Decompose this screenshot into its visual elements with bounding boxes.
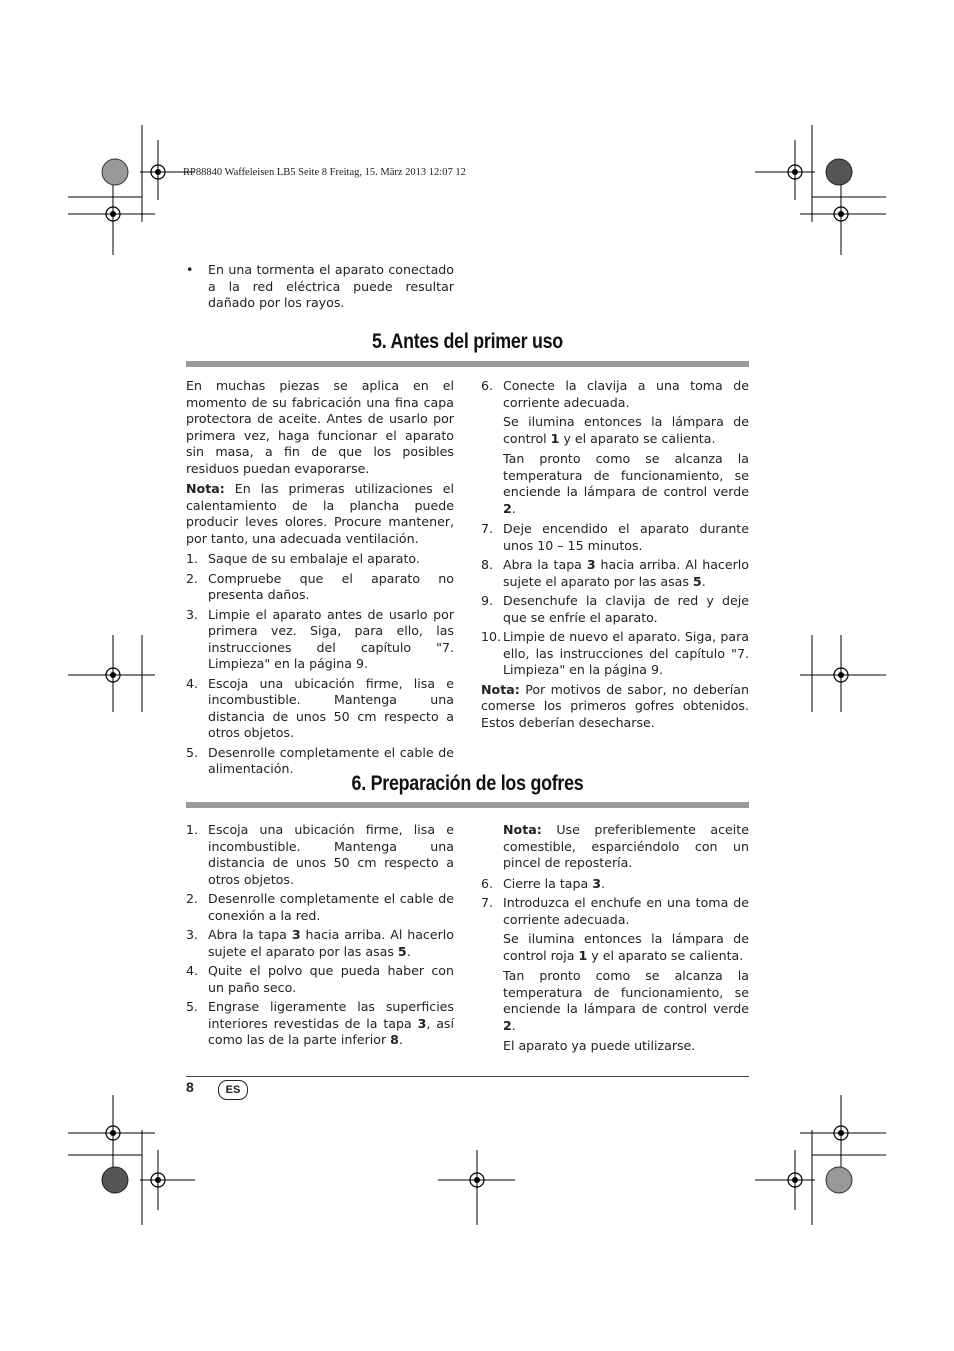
list-item: [186, 676, 454, 742]
list-item: [481, 876, 749, 893]
note-text: Por motivos de sabor, no deberían comerse los primeros gofres obtenidos. Estos deberían desecharse.: [481, 681, 749, 730]
step-text: , así como las de la parte inferior: [208, 1015, 454, 1047]
part-ref: 3: [586, 557, 596, 572]
bullet-marker: •: [186, 262, 194, 277]
step-text: Desenrolle completamente el cable de alimentación.: [208, 744, 454, 776]
list-item: [481, 593, 749, 626]
part-ref: 2: [503, 500, 512, 516]
step-detail: El aparato ya puede utilizarse.: [503, 1038, 696, 1053]
print-header: RP88840 Waffeleisen LB5 Seite 8 Freitag, 15. März 2013 12:07 12: [183, 167, 466, 178]
part-ref: 1: [550, 430, 560, 446]
step-text: .: [601, 875, 606, 891]
step-detail: [481, 968, 749, 1034]
detail-text: y el aparato se calienta.: [587, 947, 744, 963]
step-text: Compruebe que el aparato no presenta daños.: [208, 570, 454, 602]
note-label: Nota:: [186, 481, 225, 496]
step-number: 10.: [481, 629, 502, 644]
list-item: [186, 551, 454, 568]
intro-paragraph: En muchas piezas se aplica en el momento de su fabricación una fina capa protectora de aceite. Antes de usarlo por primera vez, haga funcionar el aparato sin masa, a fin de que los posibles residuos puedan evaporarse.: [186, 378, 454, 476]
step-number: 4.: [186, 675, 199, 691]
step-text: Cierre la tapa: [503, 875, 593, 891]
detail-text: .: [511, 500, 516, 516]
part-ref: 2: [503, 1017, 512, 1033]
intro-bullet: [186, 262, 454, 315]
detail-text: y el aparato se calienta.: [559, 430, 716, 446]
step-text: Desenrolle completamente el cable de conexión a la red.: [208, 891, 454, 923]
step-text: hacia arriba. Al hacerlo sujete el aparato por las asas: [503, 557, 749, 589]
detail-text: Tan pronto como se alcanza la temperatura de funcionamiento, se enciende la lámpara de control verde: [503, 968, 749, 1016]
note-text: Use preferiblemente aceite comestible, esparciéndolo con un pincel de repostería.: [503, 822, 749, 870]
note-label: Nota:: [503, 822, 542, 837]
step-number: 6.: [481, 875, 494, 891]
section-6-left-column: [186, 822, 454, 1052]
step-number: 1.: [186, 551, 199, 566]
section-5-rule: [186, 361, 749, 367]
section-6-right-column: [481, 822, 749, 1059]
detail-text: Tan pronto como se alcanza la temperatura de funcionamiento, se enciende la lámpara de control verde: [503, 451, 749, 499]
section-5-title: 5. Antes del primer uso: [372, 330, 563, 353]
step-text: Deje encendido el aparato durante unos 10 – 15 minutos.: [503, 521, 749, 553]
step-text: hacia arriba. Al hacerlo sujete el aparato por las asas: [208, 927, 454, 959]
part-ref: 8: [390, 1032, 399, 1047]
bullet-item: [186, 262, 454, 312]
step-text: Introduzca el enchufe en una toma de corriente adecuada.: [503, 895, 749, 927]
list-item: [481, 378, 749, 411]
section-5-left-column: [186, 378, 454, 781]
step-text: Escoja una ubicación firme, lisa e incombustible. Mantenga una distancia de unos 50 cm respecto a otros objetos.: [208, 822, 454, 887]
detail-text: Se ilumina entonces la lámpara de control: [503, 414, 749, 446]
list-item: [481, 629, 749, 679]
step-text: Abra la tapa: [208, 927, 292, 942]
note-label: Nota:: [481, 681, 520, 697]
step-number: 7.: [481, 521, 494, 536]
part-ref: 5: [692, 573, 702, 589]
step-text: Limpie el aparato antes de usarlo por primera vez. Siga, para ello, las instrucciones del capítulo "7. Limpieza" en la página 9.: [208, 606, 454, 671]
step-text: Abra la tapa: [503, 557, 587, 572]
note-paragraph: [481, 822, 749, 872]
part-ref: 3: [592, 875, 602, 891]
step-number: 1.: [186, 822, 199, 837]
step-number: 9.: [481, 593, 494, 608]
step-detail: [481, 414, 749, 447]
footer-rule: [186, 1076, 749, 1077]
section-6-rule: [186, 802, 749, 808]
list-item: [481, 895, 749, 928]
list-item: [186, 999, 454, 1049]
section-6-title: 6. Preparación de los gofres: [351, 772, 584, 795]
note-paragraph: [481, 682, 749, 732]
step-number: 4.: [186, 963, 199, 978]
step-number: 2.: [186, 570, 199, 586]
list-item: [186, 607, 454, 673]
list-item: [481, 521, 749, 554]
step-number: 5.: [186, 999, 199, 1014]
step-detail: [481, 451, 749, 517]
step-text: Quite el polvo que pueda haber con un paño seco.: [208, 963, 454, 995]
step-number: 3.: [186, 927, 199, 942]
step-text: Conecte la clavija a una toma de corriente adecuada.: [503, 378, 749, 410]
step-number: 8.: [481, 557, 494, 572]
list-item: [186, 822, 454, 888]
step-text: .: [398, 1032, 403, 1047]
list-item: [186, 891, 454, 924]
step-number: 2.: [186, 891, 199, 906]
list-item: [186, 571, 454, 604]
detail-text: Se ilumina entonces la lámpara de control roja: [503, 931, 749, 963]
step-number: 7.: [481, 895, 494, 910]
bullet-text: En una tormenta el aparato conectado a la red eléctrica puede resultar dañado por los rayos.: [208, 262, 454, 310]
part-ref: 3: [291, 927, 301, 942]
detail-text: .: [511, 1017, 516, 1033]
step-text: Engrase ligeramente las superficies interiores revestidas de la tapa: [208, 999, 454, 1031]
language-badge: ES: [218, 1080, 248, 1100]
step-number: 5.: [186, 744, 199, 760]
list-item: [186, 963, 454, 996]
step-text: Limpie de nuevo el aparato. Siga, para ello, las instrucciones del capítulo "7. Limpieza" en la página 9.: [503, 629, 749, 677]
step-text: Saque de su embalaje el aparato.: [208, 551, 420, 566]
page-number: 8: [186, 1079, 194, 1095]
note-paragraph: [186, 481, 454, 547]
step-text: .: [406, 943, 411, 959]
step-detail: [481, 931, 749, 964]
step-number: 3.: [186, 606, 199, 622]
step-text: Desenchufe la clavija de red y deje que se enfríe el aparato.: [503, 593, 749, 625]
step-text: .: [701, 573, 706, 589]
section-5-right-column: [481, 378, 749, 735]
list-item: [481, 557, 749, 590]
step-number: 6.: [481, 378, 494, 393]
part-ref: 1: [578, 947, 588, 963]
part-ref: 5: [397, 943, 407, 959]
note-text: En las primeras utilizaciones el calentamiento de la plancha puede producir leves olores. Procure mantener, por tanto, una adecuada ventilación.: [186, 481, 454, 546]
part-ref: 3: [417, 1015, 427, 1031]
step-text: Escoja una ubicación firme, lisa e incombustible. Mantenga una distancia de unos 50 cm respecto a otros objetos.: [208, 675, 454, 740]
list-item: [186, 927, 454, 960]
